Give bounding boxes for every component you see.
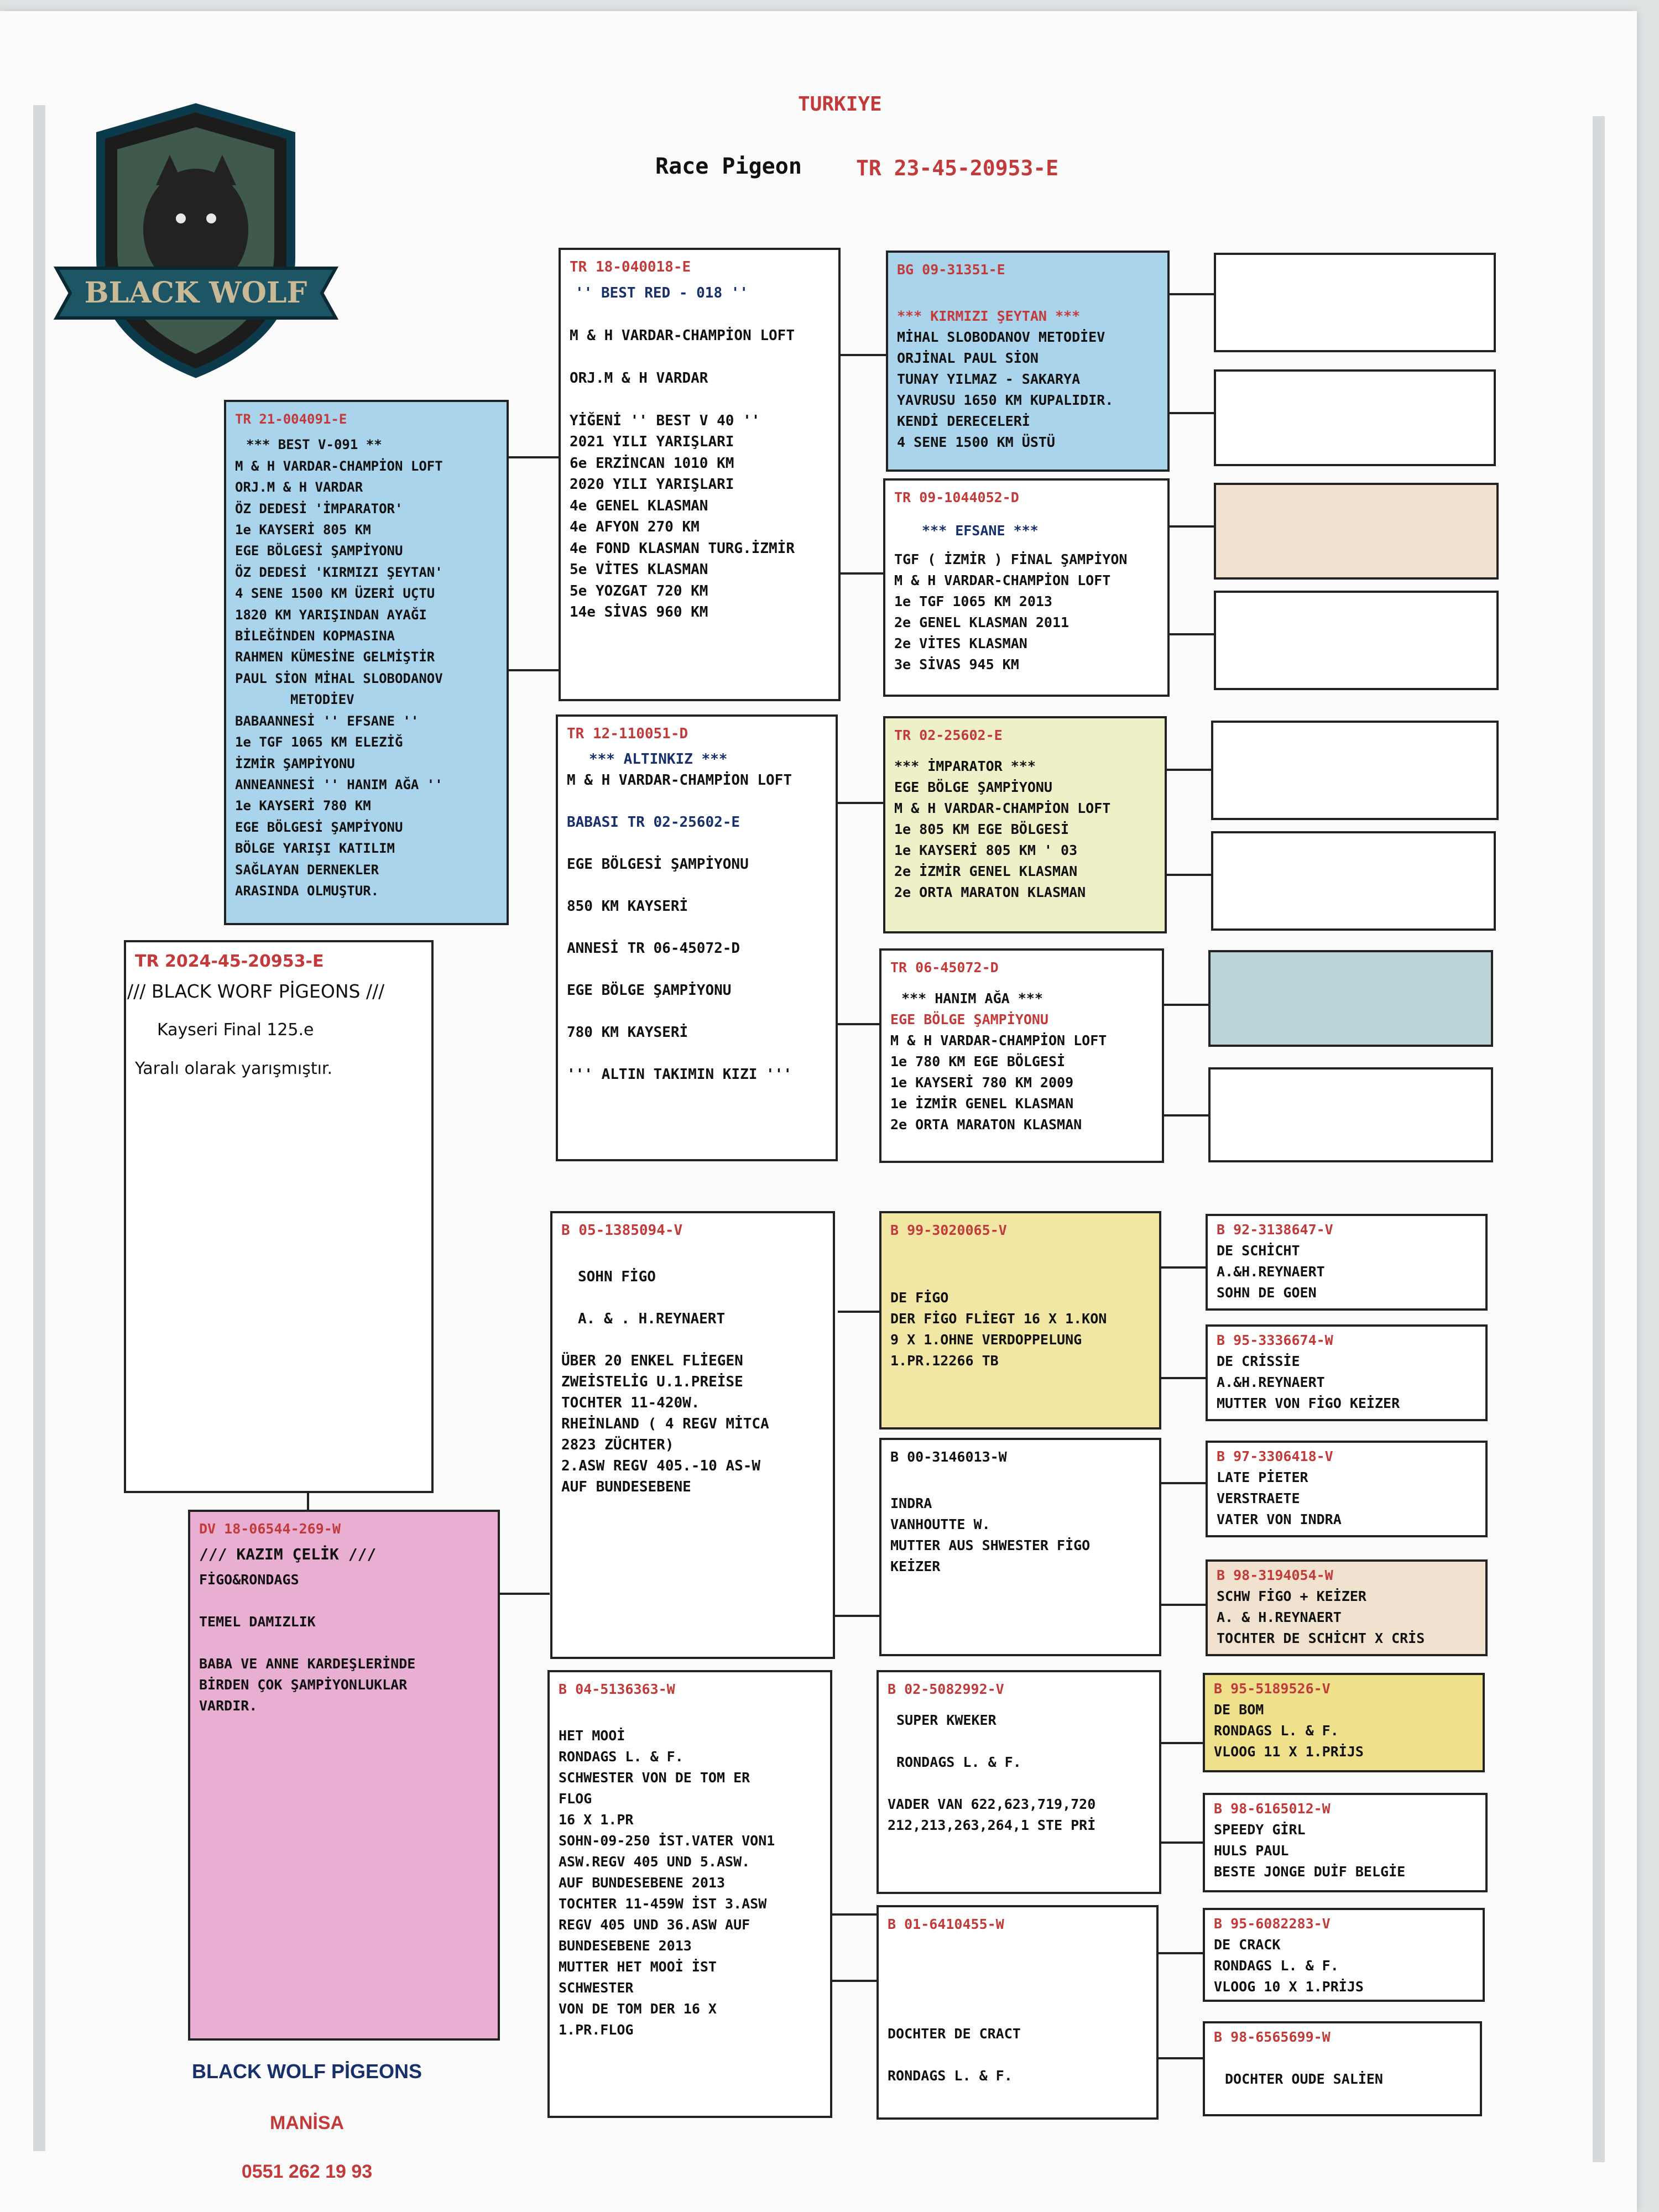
- gen4-card: [1203, 2021, 1482, 2116]
- sire-line: ÖZ DEDESİ 'KIRMIZI ŞEYTAN': [235, 564, 443, 580]
- sire-line: EGE BÖLGESİ ŞAMPİYONU: [235, 819, 403, 835]
- pigeon-line: A.&H.REYNAERT: [1217, 1374, 1325, 1390]
- main-bird-line: Kayseri Final 125.e: [157, 1020, 314, 1040]
- pigeon-ring: B 98-6565699-W: [1214, 2029, 1331, 2045]
- sire-line: ANNEANNESİ '' HANIM AĞA '': [235, 776, 443, 792]
- gen4-card: [1206, 1441, 1488, 1537]
- gen4-card-empty: [1211, 831, 1496, 931]
- granddam-maternal-card: [547, 1670, 832, 2118]
- grandsire-paternal-card: [559, 248, 841, 701]
- pigeon-line: RONDAGS L. & F.: [1214, 1723, 1339, 1739]
- sire-line: 1820 KM YARIŞINDAN AYAĞI: [235, 607, 427, 623]
- sire-line: 1e KAYSERİ 780 KM: [235, 798, 371, 814]
- gen4-card-empty: [1208, 1067, 1493, 1162]
- pigeon-line: 1e KAYSERİ 780 KM 2009: [890, 1074, 1074, 1091]
- pigeon-line: ZWEİSTELİG U.1.PREİSE: [561, 1374, 743, 1390]
- pigeon-line: [888, 1731, 1150, 1752]
- pigeon-line: [897, 285, 1159, 306]
- sire-line: ÖZ DEDESİ 'İMPARATOR': [235, 500, 403, 517]
- pigeon-ring: B 92-3138647-V: [1217, 1222, 1333, 1238]
- pigeon-line: [890, 1472, 1150, 1493]
- pigeon-line: 2e ORTA MARATON KLASMAN: [890, 1117, 1082, 1133]
- pigeon-line: MUTTER HET MOOİ İST: [559, 1959, 717, 1975]
- pigeon-ring: TR 18-040018-E: [570, 259, 691, 275]
- dam-line: [199, 1632, 489, 1653]
- country-title: TURKIYE: [798, 93, 882, 116]
- pigeon-line: DOCHTER OUDE SALİEN: [1225, 2071, 1383, 2087]
- pigeon-line: [1214, 2048, 1471, 2069]
- pigeon-line: EGE BÖLGE ŞAMPİYONU: [894, 779, 1052, 795]
- pigeon-line: YİĞENİ '' BEST V 40 '': [570, 412, 760, 429]
- pigeon-line: SOHN FİGO: [578, 1269, 656, 1285]
- pigeon-line: RONDAGS L. & F.: [559, 1749, 684, 1765]
- sire-card: [224, 400, 509, 925]
- pigeon-line: 2e ORTA MARATON KLASMAN: [894, 884, 1086, 900]
- pigeon-line: 850 KM KAYSERİ: [567, 898, 688, 915]
- gen4-card: [1203, 1908, 1485, 2002]
- pigeon-ring: TR 09-1044052-D: [894, 489, 1019, 505]
- pigeon-line: [567, 791, 827, 812]
- pigeon-ring: B 95-5189526-V: [1214, 1681, 1331, 1697]
- pigeon-line: RHEİNLAND ( 4 REGV MİTCA: [561, 1416, 769, 1432]
- pigeon-line: SCHWESTER VON DE TOM ER: [559, 1770, 750, 1786]
- pigeon-ring: B 05-1385094-V: [561, 1222, 683, 1239]
- pigeon-line: *** EFSANE ***: [922, 523, 1039, 539]
- main-bird-card: [124, 940, 434, 1493]
- pigeon-line: BABASI TR 02-25602-E: [567, 814, 740, 831]
- sire-lines: [235, 434, 498, 901]
- pigeon-line: 1e KAYSERİ 805 KM ' 03: [894, 842, 1078, 858]
- pigeon-ring: B 98-3194054-W: [1217, 1567, 1333, 1583]
- pigeon-line: M & H VARDAR-CHAMPİON LOFT: [894, 572, 1111, 588]
- pigeon-ring: TR 06-45072-D: [890, 959, 999, 975]
- sire-ring: TR 21-004091-E: [235, 411, 347, 427]
- dam-line: BİRDEN ÇOK ŞAMPİYONLUKLAR: [199, 1677, 408, 1693]
- pigeon-line: 1e TGF 1065 KM 2013: [894, 593, 1052, 609]
- gen4-card: [1206, 1214, 1488, 1311]
- pigeon-line: VLOOG 11 X 1.PRİJS: [1214, 1744, 1364, 1760]
- pigeon-line: TGF ( İZMİR ) FİNAL ŞAMPİYON: [894, 551, 1128, 567]
- pigeon-line: ORJ.M & H VARDAR: [570, 369, 708, 387]
- pigeon-line: FLOG: [559, 1791, 592, 1807]
- pigeon-line: 6e ERZİNCAN 1010 KM: [570, 455, 734, 472]
- gen3-card-5: [879, 1211, 1161, 1430]
- footer-phone: 0551 262 19 93: [241, 2161, 373, 2182]
- pigeon-line: [567, 875, 827, 896]
- footer-loft-name: BLACK WOLF PİGEONS: [192, 2060, 422, 2083]
- pigeon-line: VLOOG 10 X 1.PRİJS: [1214, 1979, 1364, 1995]
- gen4-card-empty: [1214, 591, 1499, 690]
- main-bird-line: Yaralı olarak yarışmıştır.: [135, 1059, 333, 1078]
- dam-line: TEMEL DAMIZLIK: [199, 1614, 316, 1630]
- pigeon-line: EGE BÖLGE ŞAMPİYONU: [567, 982, 732, 999]
- pigeon-line: HULS PAUL: [1214, 1843, 1289, 1859]
- pigeon-line: BESTE JONGE DUİF BELGİE: [1214, 1864, 1406, 1880]
- pigeon-line: LATE PİETER: [1217, 1469, 1308, 1485]
- svg-text:BLACK WOLF: BLACK WOLF: [84, 276, 307, 310]
- pigeon-line: DER FİGO FLİEGT 16 X 1.KON: [890, 1311, 1107, 1327]
- pigeon-line: 9 X 1.OHNE VERDOPPELUNG: [890, 1332, 1082, 1348]
- pigeon-line: TUNAY YILMAZ - SAKARYA: [897, 371, 1081, 387]
- pigeon-line: 3e SİVAS 945 KM: [894, 656, 1019, 672]
- pigeon-ring: B 98-6165012-W: [1214, 1801, 1331, 1817]
- pigeon-line: [894, 513, 1159, 520]
- pigeon-line: [888, 1960, 1147, 1981]
- pigeon-line: RONDAGS L. & F.: [896, 1754, 1021, 1770]
- pigeon-line: SCHWESTER: [559, 1980, 634, 1996]
- pigeon-line: ANNESİ TR 06-45072-D: [567, 940, 740, 957]
- pigeon-line: [570, 346, 830, 368]
- pigeon-line: VANHOUTTE W.: [890, 1516, 990, 1532]
- sire-line: ORJ.M & H VARDAR: [235, 479, 363, 495]
- pigeon-line: 780 KM KAYSERİ: [567, 1024, 688, 1041]
- pigeon-line: [561, 1329, 824, 1350]
- sire-line: PAUL SİON MİHAL SLOBODANOV: [235, 670, 443, 686]
- gen4-card: [1206, 1559, 1488, 1656]
- granddam-paternal-card: [556, 714, 838, 1161]
- gen4-card-empty: [1214, 483, 1499, 580]
- pigeon-ring: BG 09-31351-E: [897, 262, 1005, 278]
- main-bird-ring: TR 2024-45-20953-E: [135, 952, 324, 971]
- pigeon-line: [894, 750, 1156, 756]
- pigeon-line: 2823 ZÜCHTER): [561, 1437, 674, 1453]
- sire-line: 4 SENE 1500 KM ÜZERİ UÇTU: [235, 586, 435, 602]
- pigeon-line: [559, 1704, 821, 1725]
- pigeon-line: MUTTER VON FİGO KEİZER: [1217, 1395, 1400, 1411]
- pigeon-ring: B 00-3146013-W: [890, 1449, 1007, 1465]
- sire-line: İZMİR ŞAMPİYONU: [235, 755, 355, 771]
- pigeon-line: [888, 1704, 1150, 1710]
- pigeon-line: [567, 1001, 827, 1022]
- pigeon-line: AUF BUNDESEBENE: [561, 1479, 691, 1495]
- dam-line: VARDIR.: [199, 1698, 258, 1714]
- pigeon-line: A. & H.REYNAERT: [1217, 1609, 1342, 1625]
- pigeon-ring: B 02-5082992-V: [888, 1681, 1004, 1697]
- pigeon-line: 1e 805 KM EGE BÖLGESİ: [894, 821, 1070, 837]
- pigeon-line: VON DE TOM DER 16 X: [559, 2001, 717, 2017]
- gen3-card-1: [886, 251, 1170, 472]
- pigeon-line: ORJİNAL PAUL SİON: [897, 350, 1039, 366]
- gen3-card-8: [877, 1905, 1159, 2120]
- pigeon-line: REGV 405 UND 36.ASW AUF: [559, 1917, 750, 1933]
- pigeon-ring: TR 12-110051-D: [567, 726, 688, 742]
- pedigree-sheet: [0, 11, 1637, 2212]
- gen3-card-2: [883, 478, 1170, 697]
- pigeon-line: DOCHTER DE CRACT: [888, 2026, 1021, 2042]
- pigeon-ring: B 95-6082283-V: [1214, 1916, 1331, 1932]
- pigeon-line: [890, 1266, 1150, 1287]
- pigeon-line: M & H VARDAR-CHAMPİON LOFT: [894, 800, 1111, 816]
- pigeon-line: 5e YOZGAT 720 KM: [570, 582, 708, 599]
- pigeon-line: TOCHTER 11-459W İST 3.ASW: [559, 1896, 767, 1912]
- gen3-card-6: [879, 1438, 1161, 1656]
- pigeon-ring: B 04-5136363-W: [559, 1681, 675, 1697]
- pigeon-ring: B 97-3306418-V: [1217, 1448, 1333, 1464]
- gen3-card-7: [877, 1670, 1161, 1894]
- pigeon-line: RONDAGS L. & F.: [888, 2068, 1013, 2084]
- pigeon-line: HET MOOİ: [559, 1728, 625, 1744]
- gen4-card: [1206, 1324, 1488, 1421]
- dam-line: FİGO&RONDAGS: [199, 1572, 299, 1588]
- pigeon-line: SCHW FİGO + KEİZER: [1217, 1588, 1366, 1604]
- sire-line: BİLEĞİNDEN KOPMASINA: [235, 628, 395, 644]
- gen4-card-empty: [1214, 253, 1496, 352]
- pigeon-line: [561, 1287, 824, 1308]
- sire-line: BABAANNESİ '' EFSANE '': [235, 713, 419, 729]
- pigeon-line: [567, 833, 827, 854]
- pigeon-line: [890, 983, 1153, 988]
- gen3-card-3: [883, 716, 1167, 933]
- sire-line: 1e KAYSERİ 805 KM: [235, 522, 371, 538]
- pigeon-line: EGE BÖLGE ŞAMPİYONU: [890, 1011, 1048, 1027]
- pigeon-line: 14e SİVAS 960 KM: [570, 604, 708, 620]
- pigeon-line: DE CRACK: [1214, 1937, 1281, 1953]
- gen4-card: [1203, 1673, 1485, 1772]
- pigeon-line: M & H VARDAR-CHAMPİON LOFT: [570, 327, 795, 344]
- sheet-edge-left: [33, 105, 45, 2151]
- pigeon-line: [888, 1981, 1147, 2002]
- pigeon-line: [561, 1245, 824, 1266]
- pigeon-line: 16 X 1.PR: [559, 1812, 634, 1828]
- pigeon-line: *** İMPARATOR ***: [894, 758, 1036, 774]
- pigeon-line: *** HANIM AĞA ***: [901, 990, 1043, 1006]
- sire-line: 1e TGF 1065 KM ELEZİĞ: [235, 734, 403, 750]
- pigeon-line: RONDAGS L. & F.: [1214, 1958, 1339, 1974]
- grandsire-maternal-card: [550, 1211, 835, 1659]
- pigeon-line: SOHN-09-250 İST.VATER VON1: [559, 1833, 775, 1849]
- sire-line: METODİEV: [290, 692, 354, 708]
- pigeon-line: BUNDESEBENE 2013: [559, 1938, 692, 1954]
- pigeon-line: [890, 1245, 1150, 1266]
- pigeon-line: [567, 959, 827, 980]
- pigeon-line: 2e GENEL KLASMAN 2011: [894, 614, 1070, 630]
- pigeon-line: DE SCHİCHT: [1217, 1243, 1300, 1259]
- pigeon-ring: B 99-3020065-V: [890, 1222, 1007, 1238]
- sire-line: SAĞLAYAN DERNEKLER: [235, 862, 379, 878]
- pigeon-line: SOHN DE GOEN: [1217, 1285, 1317, 1301]
- pigeon-line: [570, 304, 830, 325]
- pigeon-line: ASW.REGV 405 UND 5.ASW.: [559, 1854, 750, 1870]
- pigeon-line: 1.PR.FLOG: [559, 2022, 634, 2038]
- wolf-shield-icon: [45, 102, 347, 379]
- gen4-card-empty: [1214, 369, 1496, 466]
- pigeon-line: VATER VON INDRA: [1217, 1511, 1342, 1527]
- pigeon-line: KENDİ DERECELERİ: [897, 413, 1030, 429]
- dam-card: [188, 1510, 500, 2041]
- pigeon-line: M & H VARDAR-CHAMPİON LOFT: [890, 1032, 1107, 1048]
- pigeon-line: MİHAL SLOBODANOV METODİEV: [897, 329, 1105, 345]
- pigeon-line: 2e VİTES KLASMAN: [894, 635, 1027, 651]
- pigeon-line: ''' ALTIN TAKIMIN KIZI ''': [567, 1066, 792, 1083]
- pigeon-line: A.&H.REYNAERT: [1217, 1264, 1325, 1280]
- pigeon-line: [567, 917, 827, 938]
- pigeon-line: SUPER KWEKER: [896, 1712, 997, 1728]
- pigeon-line: VADER VAN 622,623,719,720: [888, 1796, 1096, 1812]
- pigeon-line: 4e GENEL KLASMAN: [570, 497, 708, 514]
- pigeon-line: A. & . H.REYNAERT: [578, 1311, 726, 1327]
- pigeon-line: 1e İZMİR GENEL KLASMAN: [890, 1095, 1074, 1112]
- pigeon-line: SPEEDY GİRL: [1214, 1822, 1306, 1838]
- pigeon-line: 1e 780 KM EGE BÖLGESİ: [890, 1053, 1066, 1070]
- dam-lines: [199, 1544, 489, 1717]
- pigeon-line: DE BOM: [1214, 1702, 1264, 1718]
- pigeon-line: 4e AFYON 270 KM: [570, 519, 700, 535]
- pigeon-line: [888, 1939, 1147, 1960]
- pigeon-line: *** ALTINKIZ ***: [589, 751, 728, 768]
- pigeon-line: 212,213,263,264,1 STE PRİ: [888, 1817, 1096, 1833]
- pigeon-line: 2.ASW REGV 405.-10 AS-W: [561, 1458, 761, 1474]
- footer-city: MANİSA: [269, 2112, 345, 2133]
- pigeon-line: [570, 389, 830, 410]
- pigeon-line: VERSTRAETE: [1217, 1490, 1300, 1506]
- pigeon-line: KEİZER: [890, 1558, 941, 1574]
- dam-line: BABA VE ANNE KARDEŞLERİNDE: [199, 1656, 416, 1672]
- pigeon-line: ÜBER 20 ENKEL FLİEGEN: [561, 1353, 743, 1369]
- race-pigeon-label: Race Pigeon: [655, 154, 802, 179]
- pigeon-line: 4 SENE 1500 KM ÜSTÜ: [897, 434, 1055, 450]
- pigeon-line: 2e İZMİR GENEL KLASMAN: [894, 863, 1078, 879]
- pigeon-line: TOCHTER 11-420W.: [561, 1395, 700, 1411]
- pigeon-line: [888, 2044, 1147, 2065]
- pigeon-line: [888, 2002, 1147, 2023]
- sire-line: EGE BÖLGESİ ŞAMPİYONU: [235, 543, 403, 559]
- pigeon-line: 4e FOND KLASMAN TURG.İZMİR: [570, 540, 795, 557]
- sire-line: BÖLGE YARIŞI KATILIM: [235, 841, 395, 857]
- sire-line: ARASINDA OLMUŞTUR.: [235, 883, 379, 899]
- pigeon-line: INDRA: [890, 1495, 932, 1511]
- pigeon-line: 5e VİTES KLASMAN: [570, 561, 708, 578]
- pigeon-line: 1.PR.12266 TB: [890, 1353, 999, 1369]
- pigeon-line: MUTTER AUS SHWESTER FİGO: [890, 1537, 1091, 1553]
- pigeon-line: 2020 YILI YARIŞLARI: [570, 476, 734, 493]
- pigeon-line: DE CRİSSİE: [1217, 1353, 1300, 1369]
- pigeon-line: M & H VARDAR-CHAMPİON LOFT: [567, 772, 792, 789]
- pigeon-line: 2021 YILI YARIŞLARI: [570, 434, 734, 450]
- pigeon-line: TOCHTER DE SCHİCHT X CRİS: [1217, 1630, 1425, 1646]
- pigeon-ring: B 95-3336674-W: [1217, 1332, 1333, 1348]
- pigeon-line: [567, 1043, 827, 1064]
- pigeon-line: EGE BÖLGESİ ŞAMPİYONU: [567, 856, 749, 873]
- race-pigeon-ring: TR 23-45-20953-E: [856, 156, 1059, 180]
- pigeon-ring: TR 02-25602-E: [894, 727, 1003, 743]
- dam-ring: DV 18-06544-269-W: [199, 1521, 341, 1537]
- pigeon-line: '' BEST RED - 018 '': [575, 284, 749, 301]
- dam-line: [199, 1590, 489, 1611]
- pigeon-line: *** KIRMIZI ŞEYTAN ***: [897, 308, 1081, 324]
- pigeon-line: [894, 541, 1159, 549]
- pigeon-line: DE FİGO: [890, 1290, 949, 1306]
- black-wolf-logo: [45, 102, 347, 379]
- pigeon-line: YAVRUSU 1650 KM KUPALIDIR.: [897, 392, 1114, 408]
- pigeon-ring: B 01-6410455-W: [888, 1916, 1004, 1932]
- gen4-card-empty: [1211, 721, 1499, 820]
- gen4-card-empty: [1208, 950, 1493, 1047]
- pigeon-line: AUF BUNDESEBENE 2013: [559, 1875, 726, 1891]
- pigeon-line: [888, 1773, 1150, 1794]
- gen3-card-4: [879, 948, 1164, 1163]
- sire-line: RAHMEN KÜMESİNE GELMİŞTİR: [235, 649, 435, 665]
- sheet-edge-right: [1593, 116, 1605, 2162]
- gen4-card: [1203, 1793, 1488, 1892]
- sire-line: M & H VARDAR-CHAMPİON LOFT: [235, 458, 443, 474]
- dam-line: /// KAZIM ÇELİK ///: [199, 1545, 377, 1563]
- sire-line: *** BEST V-091 **: [246, 437, 382, 453]
- main-bird-title: /// BLACK WORF PİGEONS ///: [127, 980, 385, 1002]
